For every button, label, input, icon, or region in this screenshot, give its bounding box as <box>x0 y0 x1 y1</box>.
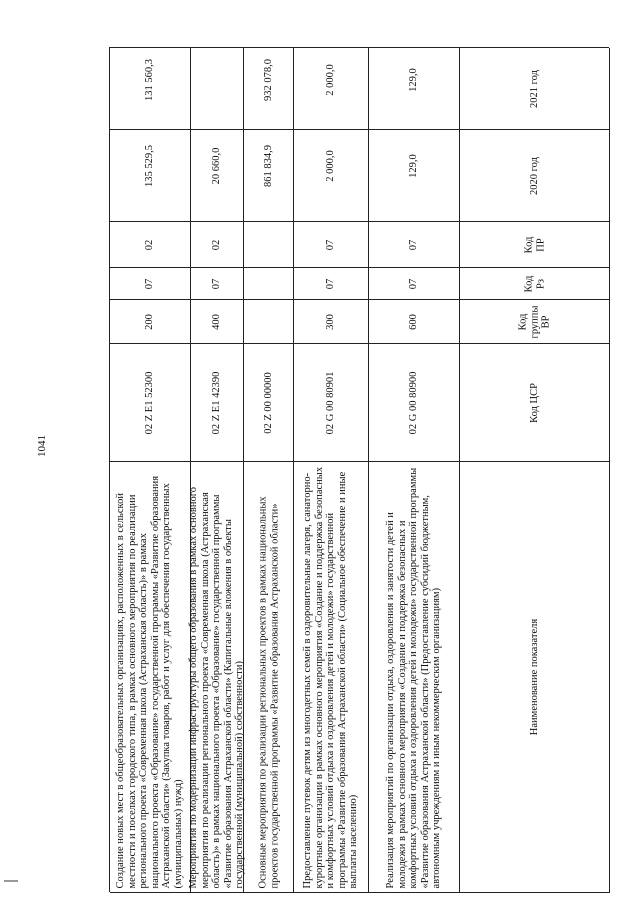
scan-mark <box>4 880 18 882</box>
cell-row5-csr: 02 Z E1 52300 <box>110 344 191 462</box>
header-name: Наименование показателя <box>460 462 610 893</box>
cell-row4-y2020: 20 660,0 <box>191 130 244 222</box>
cell-row1-vr: 600 <box>369 300 460 344</box>
cell-row3-rz <box>244 268 294 300</box>
cell-row4-name: Мероприятия по модернизации инфраструктуры общего образования в рамках основного мероприятия по реализации регионального проекта «Современная школа (Астраханская область)» в рамках национального проекта «Образование» государственной программы «Развитие образования Астраханской области» (Капитальные вложения в объекты государственной (муниципальной) собственности) <box>191 462 244 893</box>
cell-row3-pr <box>244 222 294 268</box>
cell-row2-csr: 02 G 00 80901 <box>294 344 369 462</box>
cell-row1-y2020: 129,0 <box>369 130 460 222</box>
cell-row4-y2021 <box>191 48 244 130</box>
cell-row5-name: Создание новых мест в общеобразовательных организациях, расположенных в сельской местности и поселках городского типа, в рамках основного мероприятия по реализации регионального проекта «Современная школа (Астраханская область)» в рамках национального проекта «Образование» государственной программы «Развитие образования Астраханской области» (Закупка товаров, работ и услуг для обеспечения государственных (муниципальных) нужд) <box>110 462 191 893</box>
cell-row4-vr: 400 <box>191 300 244 344</box>
cell-row2-rz: 07 <box>294 268 369 300</box>
cell-row3-y2020: 861 834,9 <box>244 130 294 222</box>
cell-row1-csr: 02 G 00 80900 <box>369 344 460 462</box>
cell-row4-rz: 07 <box>191 268 244 300</box>
cell-row3-y2021: 932 078,0 <box>244 48 294 130</box>
cell-row2-vr: 300 <box>294 300 369 344</box>
header-csr: Код ЦСР <box>460 344 610 462</box>
cell-row5-y2020: 135 529,5 <box>110 130 191 222</box>
cell-row4-pr: 02 <box>191 222 244 268</box>
header-vr: Код группы ВР <box>460 300 610 344</box>
cell-row1-rz: 07 <box>369 268 460 300</box>
header-y2021: 2021 год <box>460 48 610 130</box>
cell-row2-y2021: 2 000,0 <box>294 48 369 130</box>
cell-row5-vr: 200 <box>110 300 191 344</box>
cell-row2-pr: 07 <box>294 222 369 268</box>
budget-table <box>109 47 609 892</box>
cell-row5-pr: 02 <box>110 222 191 268</box>
cell-row3-vr <box>244 300 294 344</box>
cell-row2-y2020: 2 000,0 <box>294 130 369 222</box>
cell-row1-name: Реализация мероприятий по организации отдыха, оздоровления и занятости детей и молодежи в рамках основного мероприятия «Создание и поддержка безопасных и комфортных условий отдыха и оздоровления детей и молодежи» государственной программы «Развитие образования Астраханской области» (Предоставление субсидий бюджетным, автономным учреждениям и иным некоммерческим организациям) <box>369 462 460 893</box>
header-rz: Код Рз <box>460 268 610 300</box>
cell-row5-y2021: 131 560,3 <box>110 48 191 130</box>
header-y2020: 2020 год <box>460 130 610 222</box>
cell-row4-csr: 02 Z E1 42390 <box>191 344 244 462</box>
cell-row3-name: Основные мероприятия по реализации региональных проектов в рамках национальных проектов государственной программы «Развитие образования Астраханской области» <box>244 462 294 893</box>
page-number: 1041 <box>36 435 48 457</box>
cell-row2-name: Предоставление путевок детям из многодетных семей в оздоровительные лагеря, санаторно-курортные организации в рамках основного мероприятия «Создание и поддержка безопасных и комфортных условий отдыха и оздоровления детей и молодежи» государственной программы «Развитие образования Астраханской области» (Социальное обеспечение и иные выплаты населению) <box>294 462 369 893</box>
cell-row1-y2021: 129,0 <box>369 48 460 130</box>
header-pr: Код ПР <box>460 222 610 268</box>
cell-row5-rz: 07 <box>110 268 191 300</box>
cell-row1-pr: 07 <box>369 222 460 268</box>
cell-row3-csr: 02 Z 00 00000 <box>244 344 294 462</box>
